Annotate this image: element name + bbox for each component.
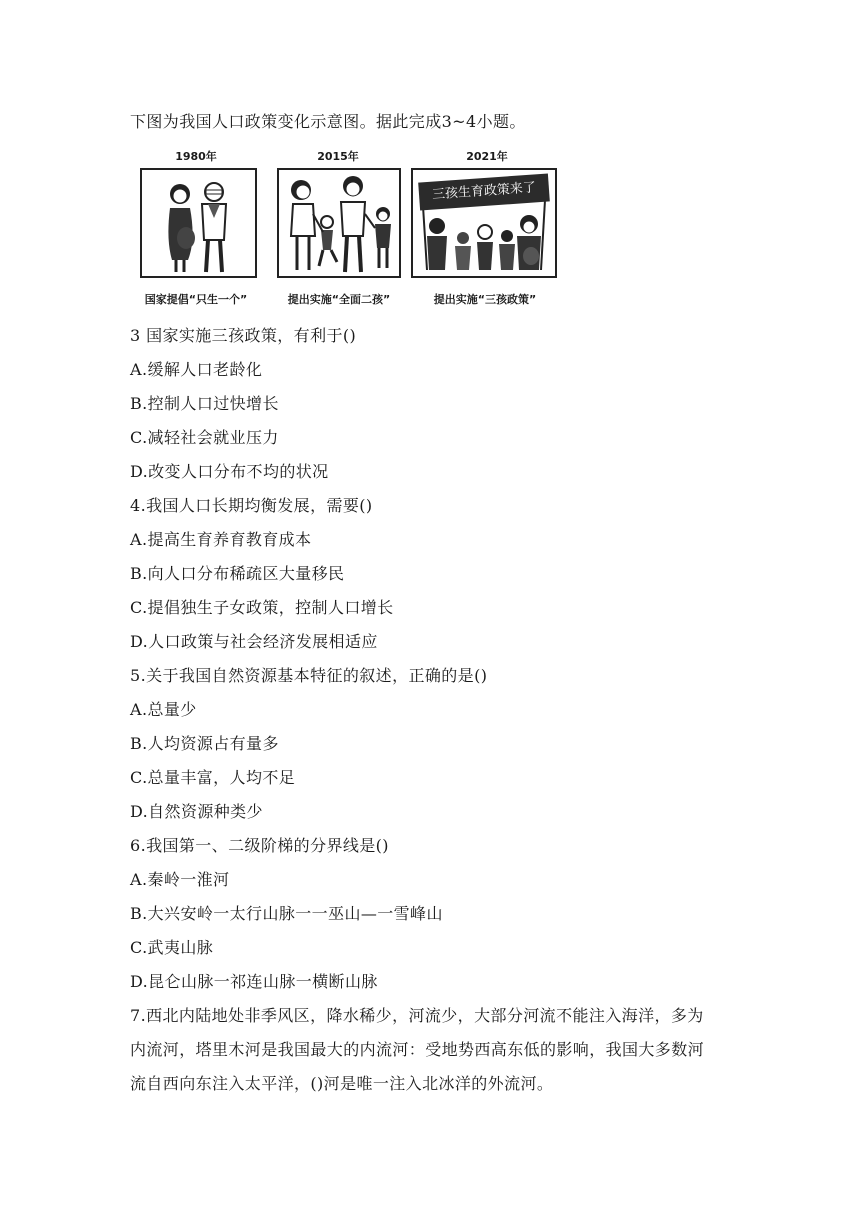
question-3-option-b: B.控制人口过快增长 (130, 394, 279, 413)
question-3-stem: 3 国家实施三孩政策，有利于() (130, 326, 357, 345)
question-4-stem: 4.我国人口长期均衡发展，需要() (130, 496, 373, 515)
panel-2015 (277, 168, 401, 278)
panel-1-caption: 国家提倡“只生一个” (144, 293, 248, 306)
question-5-option-a: A.总量少 (130, 700, 197, 719)
question-3-option-c: C.减轻社会就业压力 (130, 428, 279, 447)
panel-3-year: 2021年 (466, 150, 508, 163)
family-two-children-illustration (279, 170, 399, 276)
question-5-option-b: B.人均资源占有量多 (130, 734, 279, 753)
question-6-option-c: C.武夷山脉 (130, 938, 214, 957)
question-6-option-b: B.大兴安岭一太行山脉一一巫山—一雪峰山 (130, 904, 443, 923)
question-4-option-b: B.向人口分布稀疏区大量移民 (130, 564, 345, 583)
panel-2021 (411, 168, 557, 278)
question-4-option-d: D.人口政策与社会经济发展相适应 (130, 632, 378, 651)
question-3-option-a: A.缓解人口老龄化 (130, 360, 263, 379)
question-7-line-2: 内流河，塔里木河是我国最大的内流河：受地势西高东低的影响，我国大多数河 (130, 1040, 705, 1059)
panel-2-year: 2015年 (317, 150, 359, 163)
question-7-line-1: 7.西北内陆地处非季风区，降水稀少，河流少，大部分河流不能注入海洋，多为 (130, 1006, 704, 1025)
panel-1-year: 1980年 (175, 150, 217, 163)
question-5-option-c: C.总量丰富，人均不足 (130, 768, 296, 787)
question-5-option-d: D.自然资源种类少 (130, 802, 263, 821)
question-5-stem: 5.关于我国自然资源基本特征的叙述，正确的是() (130, 666, 488, 685)
question-6-stem: 6.我国第一、二级阶梯的分界线是() (130, 836, 389, 855)
intro-text: 下图为我国人口政策变化示意图。据此完成3~4小题。 (130, 112, 526, 131)
population-policy-figure (135, 148, 560, 308)
banner: 三孩生育政策来了 (418, 173, 550, 210)
couple-illustration (142, 170, 255, 276)
question-3-option-d: D.改变人口分布不均的状况 (130, 462, 329, 481)
question-6-option-a: A.秦岭一淮河 (130, 870, 230, 889)
panel-1980 (140, 168, 257, 278)
panel-3-caption: 提出实施“三孩政策” (433, 293, 537, 306)
question-4-option-c: C.提倡独生子女政策，控制人口增长 (130, 598, 394, 617)
question-4-option-a: A.提高生育养育教育成本 (130, 530, 312, 549)
question-6-option-d: D.昆仑山脉一祁连山脉一横断山脉 (130, 972, 378, 991)
panel-2-caption: 提出实施“全面二孩” (287, 293, 391, 306)
question-7-line-3: 流自西向东注入太平洋，()河是唯一注入北冰洋的外流河。 (130, 1074, 554, 1093)
